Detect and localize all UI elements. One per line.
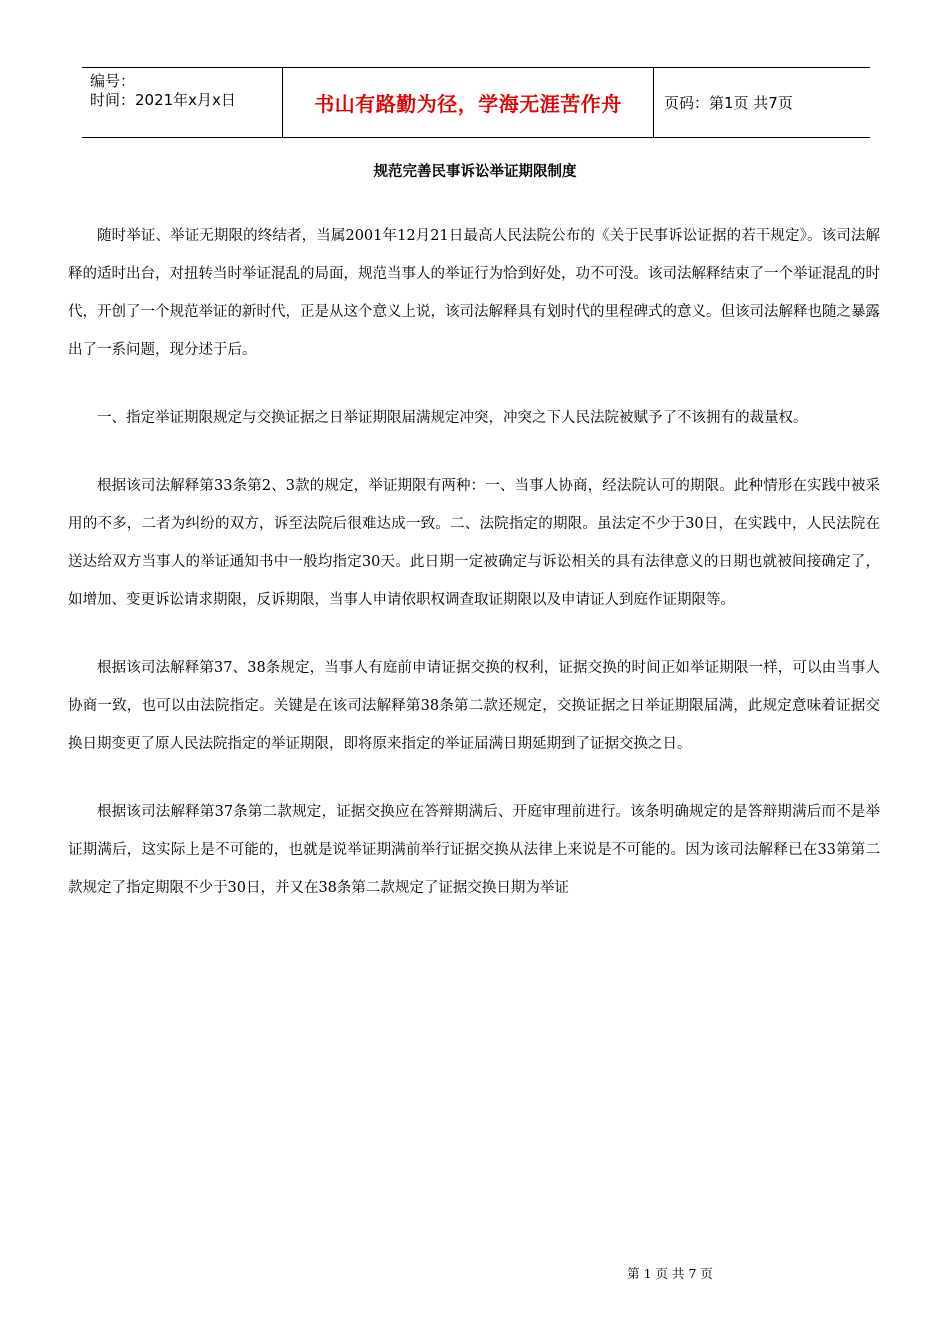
document-header: [82, 67, 870, 138]
document-title: 规范完善民事诉讼举证期限制度: [373, 164, 577, 180]
time-label: 时间：2021年x月x日: [90, 91, 236, 109]
motto-text: 书山有路勤为径，学海无涯苦作舟: [314, 92, 622, 116]
page-footer: 第 1 页 共 7 页: [627, 1266, 713, 1281]
paragraph: 根据该司法解释第37、38条规定，当事人有庭前申请证据交换的权利，证据交换的时间正如举证期限一样，可以由当事人协商一致，也可以由法院指定。关键是在该司法解释第38条第二款还规定，交换证据之日举证期限届满，此规定意味着证据交换日期变更了原人民法院指定的举证期限，即将原来指定的举证届满日期延期到了证据交换之日。: [68, 660, 880, 752]
header-motto-cell: [282, 68, 654, 137]
header-meta-cell: [82, 68, 282, 137]
paragraph: 根据该司法解释第33条第2、3款的规定，举证期限有两种：一、当事人协商，经法院认可的期限。此种情形在实践中被采用的不多，二者为纠纷的双方，诉至法院后很难达成一致。二、法院指定的期限。虽法定不少于30日，在实践中，人民法院在送达给双方当事人的举证通知书中一般均指定30天。此日期一定被确定与诉讼相关的具有法律意义的日期也就被间接确定了，如增加、变更诉讼请求期限，反诉期限，当事人申请依职权调查取证期限以及申请证人到庭作证期限等。: [68, 478, 880, 608]
paragraph: 根据该司法解释第37条第二款规定，证据交换应在答辩期满后、开庭审理前进行。该条明确规定的是答辩期满后而不是举证期满后，这实际上是不可能的，也就是说举证期满前举行证据交换从法律上来说是不可能的。因为该司法解释已在33第第二款规定了指定期限不少于30日，并又在38条第二款规定了证据交换日期为举证: [68, 804, 880, 896]
paragraph: 随时举证、举证无期限的终结者，当属2001年12月21日最高人民法院公布的《关于民事诉讼证据的若干规定》。该司法解释的适时出台，对扭转当时举证混乱的局面，规范当事人的举证行为恰到好处，功不可没。该司法解释结束了一个举证混乱的时代，开创了一个规范举证的新时代，正是从这个意义上说，该司法解释具有划时代的里程碑式的意义。但该司法解释也随之暴露出了一系问题，现分述于后。: [68, 228, 880, 358]
document-body: [68, 217, 880, 937]
number-label: 编号：: [90, 72, 136, 90]
header-page-cell: [654, 68, 870, 137]
page-info: 页码：第1页 共7页: [664, 94, 793, 112]
paragraph: 一、指定举证期限规定与交换证据之日举证期限届满规定冲突，冲突之下人民法院被赋予了不该拥有的裁量权。: [97, 410, 808, 426]
